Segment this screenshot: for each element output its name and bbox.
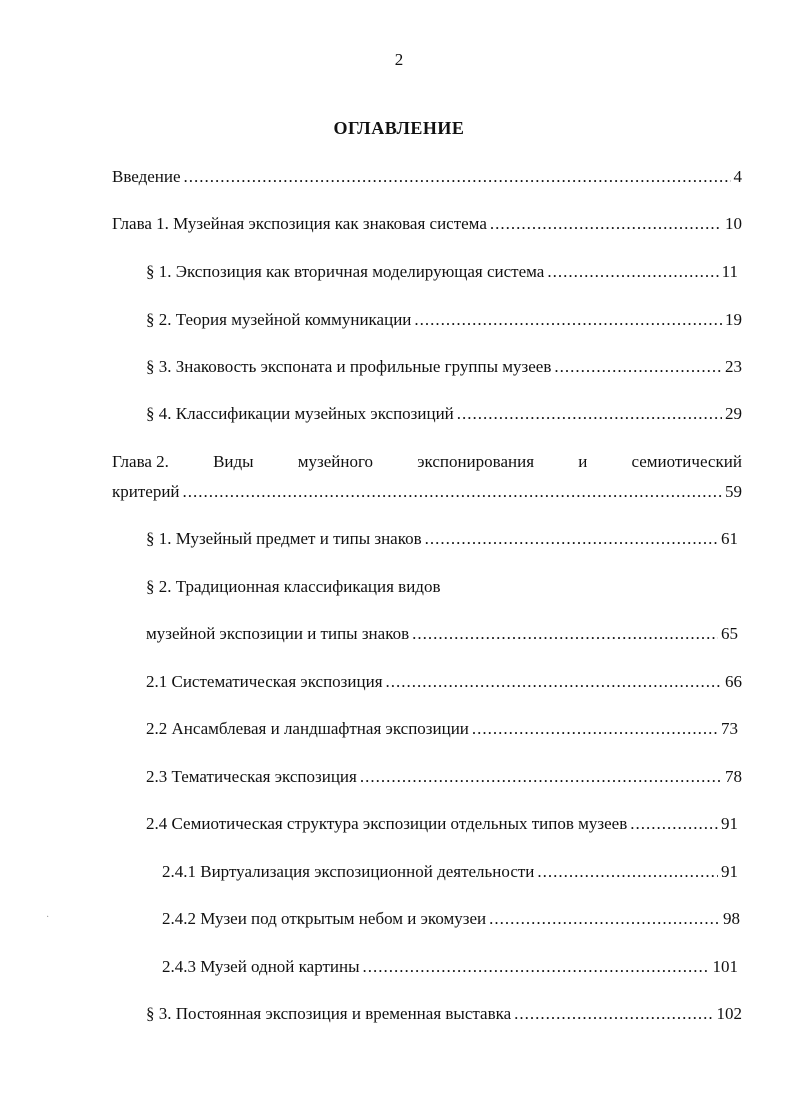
toc-entry-label: 2.1 Систематическая экспозиция: [146, 672, 383, 691]
toc-entry-2-4: [146, 813, 738, 835]
toc-entry-word: и: [578, 452, 588, 471]
toc-entry-ch1-sec4: [146, 403, 742, 425]
toc-leader-dots: [457, 403, 722, 425]
toc-entry-label: Глава 2.: [112, 452, 169, 471]
toc-entry-page: 101: [712, 957, 738, 976]
toc-entry-label: 2.2 Ансамблевая и ландшафтная экспозиции: [146, 719, 469, 738]
toc-entry-chapter-2-line-2: [112, 481, 742, 503]
toc-entry-ch1-sec3: [146, 356, 742, 378]
toc-entry-label: 2.3 Тематическая экспозиция: [146, 767, 357, 786]
toc-entry-2-4-3: [162, 956, 738, 978]
toc-entry-label: § 2. Теория музейной коммуникации: [146, 310, 412, 329]
toc-leader-dots: [363, 956, 710, 978]
toc-leader-dots: [184, 166, 731, 188]
toc-entry-chapter-2-line-1: [112, 451, 742, 473]
toc-entry-page: 98: [723, 909, 740, 928]
toc-entry-label: 2.4 Семиотическая структура экспозиции отдельных типов музеев: [146, 814, 628, 833]
toc-leader-dots: [514, 1003, 713, 1025]
toc-entry-ch2-sec3: [146, 1003, 742, 1025]
toc-entry-page: 10: [725, 214, 742, 233]
toc-entry-2-2: [146, 718, 738, 740]
toc-entry-label: Введение: [112, 167, 181, 186]
toc-leader-dots: [414, 309, 722, 331]
toc-entry-ch2-sec2-line-2: [146, 623, 738, 645]
toc-entry-word: музейного: [297, 452, 374, 471]
toc-leader-dots: [183, 481, 722, 503]
toc-entry-ch1-sec1: [146, 261, 738, 283]
toc-entry-chapter-1: [112, 213, 742, 235]
toc-entry-word: семиотический: [631, 452, 742, 471]
toc-entry-label: 2.4.1 Виртуализация экспозиционной деятельности: [162, 862, 535, 881]
toc-entry-introduction: [112, 166, 742, 188]
toc-entry-label: § 4. Классификации музейных экспозиций: [146, 404, 454, 423]
toc-entry-page: 11: [721, 262, 738, 281]
page-number: 2: [394, 50, 404, 69]
toc-entry-ch1-sec2: [146, 309, 742, 331]
toc-entry-2-3: [146, 766, 742, 788]
toc-entry-label: критерий: [112, 482, 180, 501]
toc-entry-2-1: [146, 671, 742, 693]
toc-entry-label: музейной экспозиции и типы знаков: [146, 624, 410, 643]
toc-entry-page: 65: [721, 624, 738, 643]
toc-entry-page: 102: [716, 1004, 742, 1023]
toc-entry-label: § 1. Экспозиция как вторичная моделирующая система: [146, 262, 545, 281]
toc-leader-dots: [360, 766, 722, 788]
toc-leader-dots: [490, 213, 722, 235]
toc-leader-dots: [472, 718, 718, 740]
toc-entry-word: Виды: [213, 452, 254, 471]
toc-entry-2-4-1: [162, 861, 738, 883]
toc-entry-page: 23: [725, 357, 742, 376]
toc-entry-label: § 3. Постоянная экспозиция и временная выставка: [146, 1004, 512, 1023]
toc-leader-dots: [489, 908, 720, 930]
toc-entry-page: 19: [725, 310, 742, 329]
toc-entry-label: 2.4.2 Музеи под открытым небом и экомузеи: [162, 909, 487, 928]
toc-leader-dots: [547, 261, 718, 283]
toc-entry-label: § 3. Знаковость экспоната и профильные группы музеев: [146, 357, 552, 376]
toc-entry-2-4-2: [162, 908, 740, 930]
toc-leader-dots: [386, 671, 722, 693]
toc-entry-page: 29: [725, 404, 742, 423]
toc-entry-page: 4: [733, 167, 742, 186]
toc-entry-page: 91: [721, 862, 738, 881]
toc-entry-ch2-sec1: [146, 528, 738, 550]
toc-entry-page: 59: [725, 482, 742, 501]
toc-entry-ch2-sec2-line-1: [146, 576, 738, 598]
toc-entry-label: § 2. Традиционная классификация видов: [146, 577, 441, 596]
scan-artifact-dot: ·: [46, 912, 50, 923]
toc-entry-label: Глава 1. Музейная экспозиция как знаковая система: [112, 214, 487, 233]
toc-title: ОГЛАВЛЕНИЕ: [333, 118, 465, 138]
toc-entry-label: § 1. Музейный предмет и типы знаков: [146, 529, 422, 548]
toc-leader-dots: [425, 528, 718, 550]
toc-leader-dots: [630, 813, 718, 835]
toc-leader-dots: [412, 623, 718, 645]
toc-entry-word: экспонирования: [417, 452, 535, 471]
toc-leader-dots: [554, 356, 722, 378]
toc-entry-label: 2.4.3 Музей одной картины: [162, 957, 360, 976]
toc-entry-page: 91: [721, 814, 738, 833]
toc-entry-page: 61: [721, 529, 738, 548]
toc-leader-dots: [537, 861, 718, 883]
toc-entry-page: 66: [725, 672, 742, 691]
toc-entry-page: 73: [721, 719, 738, 738]
toc-entry-page: 78: [725, 767, 742, 786]
